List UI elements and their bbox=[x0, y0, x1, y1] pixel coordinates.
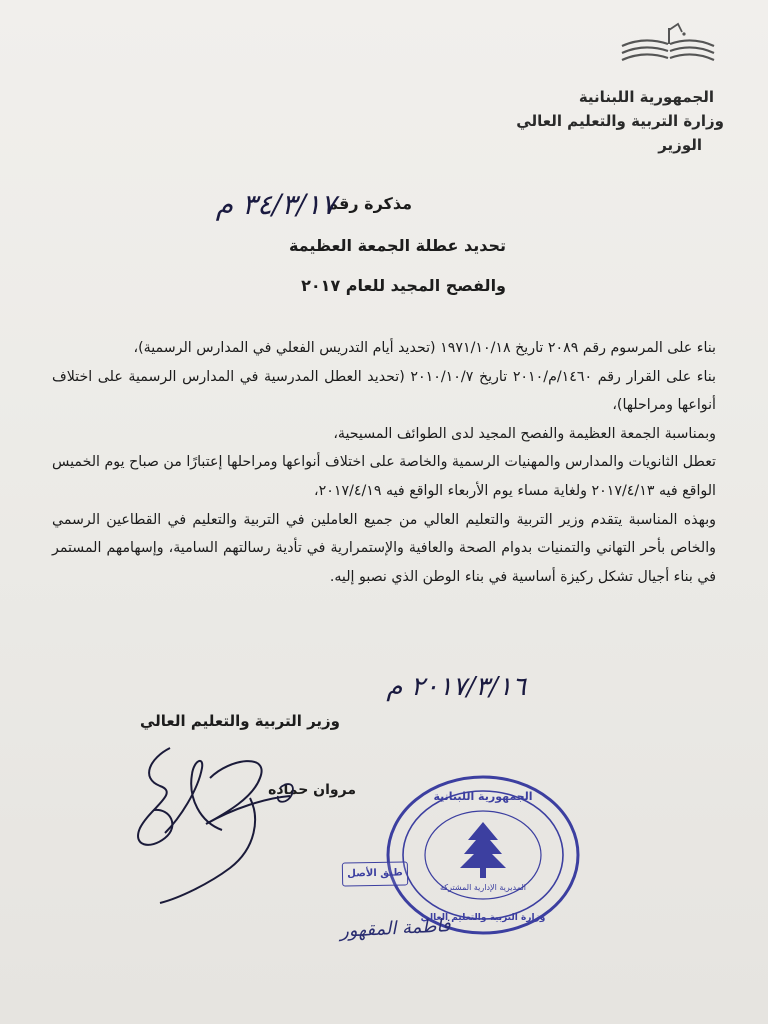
letterhead-country: الجمهورية اللبنانية bbox=[578, 88, 714, 106]
memo-title-line-2: والفصح المجيد للعام ٢٠١٧ bbox=[301, 276, 506, 295]
minister-name: مروان حماده bbox=[268, 782, 356, 798]
letterhead-office: الوزير bbox=[658, 136, 702, 154]
stamp-inner-text: المديرية الإدارية المشتركة bbox=[439, 883, 527, 892]
handwritten-date: ٢٠١٧/٣/١٦ م bbox=[386, 672, 526, 702]
body-paragraph-occasion: وبمناسبة الجمعة العظيمة والفصح المجيد لدى الطوائف المسيحية، bbox=[333, 425, 716, 442]
body-paragraph-decision: بناء على القرار رقم ١٤٦٠/م/٢٠١٠ تاريخ ٢٠١٠/١٠/٧ (تحديد العطل المدرسية في المدارس الرسمية على اختلاف أنواعها ومراحلها)، bbox=[52, 368, 717, 414]
memo-number-label: مذكرة رقم bbox=[326, 194, 412, 213]
body-paragraph-closure: تعطل الثانويات والمدارس والمهنيات الرسمية والخاصة على اختلاف أنواعها ومراحلها إعتبارًا من صباح يوم الخميس الواقع فيه ٢٠١٧/٤/١٣ ولغاية مساء يوم الأربعاء الواقع فيه ٢٠١٧/٤/١٩، bbox=[52, 454, 716, 499]
memo-number-line bbox=[326, 194, 412, 213]
stamp-bottom-text: وزارة التربية والتعليم العالي bbox=[420, 913, 546, 923]
minister-title: وزير التربية والتعليم العالي bbox=[139, 712, 340, 730]
ministry-book-logo-icon bbox=[614, 22, 724, 74]
memo-number-handwritten: ٣٤/٣/١٧ م bbox=[215, 188, 336, 221]
certified-copy-stamp: طبق الأصل bbox=[342, 861, 408, 886]
stamp-outer-text: الجمهورية اللبنانية bbox=[433, 790, 533, 803]
body-paragraph-greetings: وبهذه المناسبة يتقدم وزير التربية والتعليم العالي من جميع العاملين في التربية والتعليم في القطاعين الرسمي والخاص بأحر التهاني والتمنيات بدوام الصحة والعافية والإستمرارية في تأدية رسالتهم السامية، وإسهامهم المستمر في بناء أجيال تشكل ركيزة أساسية في بناء الوطن الذي نصبو إليه. bbox=[52, 511, 716, 585]
minister-signature bbox=[110, 738, 370, 908]
official-stamp bbox=[378, 770, 588, 940]
clerk-handwritten-name: فاطمة المقهور bbox=[339, 915, 451, 942]
letterhead-ministry: وزارة التربية والتعليم العالي bbox=[516, 112, 724, 130]
cedar-tree-icon bbox=[460, 822, 506, 878]
body-paragraph-decree: بناء على المرسوم رقم ٢٠٨٩ تاريخ ١٩٧١/١٠/١٨ (تحديد أيام التدريس الفعلي في المدارس الرسمية)، bbox=[133, 340, 716, 356]
memo-title-line-1: تحديد عطلة الجمعة العظيمة bbox=[288, 236, 506, 255]
memo-body bbox=[52, 334, 716, 591]
